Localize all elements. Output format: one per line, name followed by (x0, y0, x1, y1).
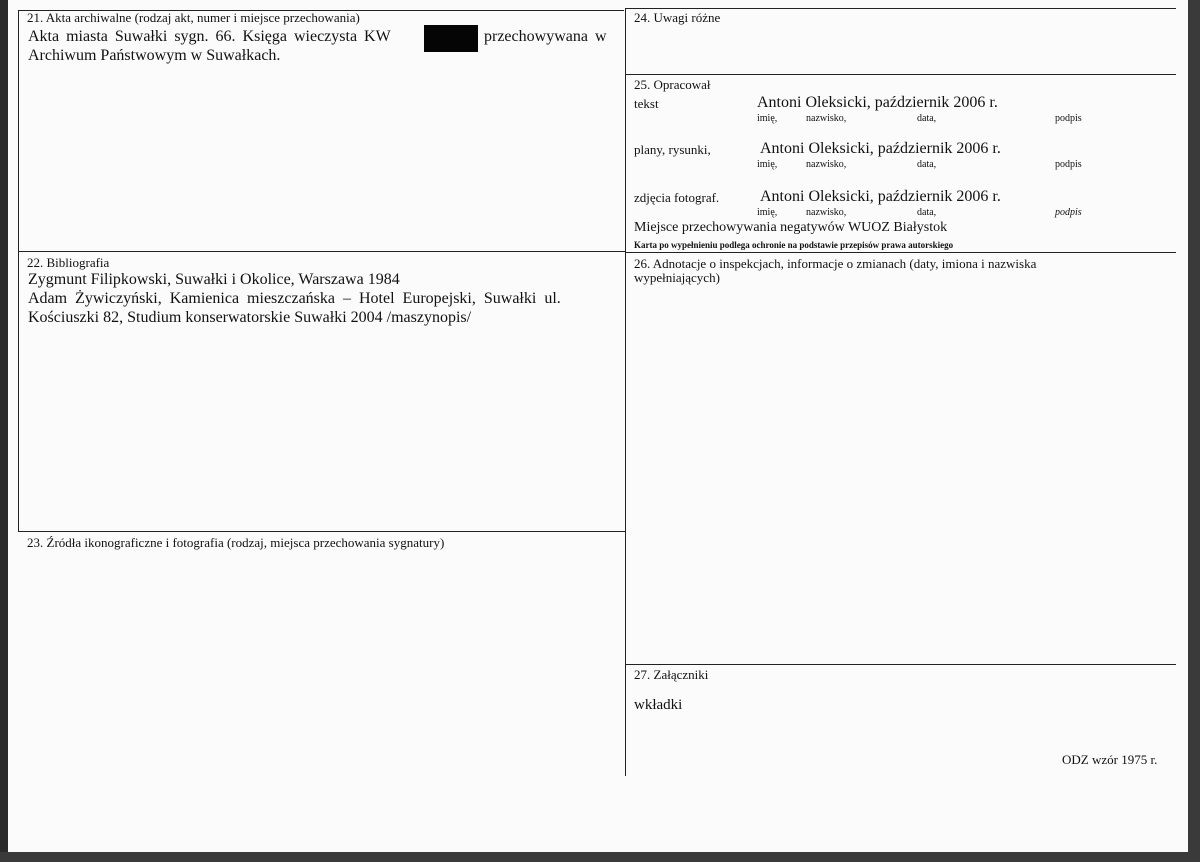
row-tekst-kind: tekst (634, 96, 659, 111)
divider-21-22 (18, 251, 625, 252)
scan-edge-bottom (0, 852, 1200, 862)
caption-nazwisko-3: nazwisko, (806, 207, 847, 218)
row-plany-kind: plany, rysunki, (634, 142, 711, 157)
divider-24-25 (626, 74, 1176, 75)
negatives-location: Miejsce przechowywania negatywów WUOZ Białystok (634, 220, 948, 235)
section-21-text-line1b: przechowywana w (484, 28, 607, 45)
form-template-note: ODZ wzór 1975 r. (1062, 752, 1158, 767)
section-21-text-line1a: Akta miasta Suwałki sygn. 66. Księga wieczysta KW (28, 28, 391, 45)
divider-26-27 (626, 664, 1176, 665)
section-22-line1: Zygmunt Filipkowski, Suwałki i Okolice, Warszawa 1984 (28, 271, 400, 288)
caption-imie-3: imię, (757, 207, 778, 218)
scan-edge-right (1188, 0, 1200, 862)
scan-edge-left (0, 0, 8, 862)
row-zdjecia-kind: zdjęcia fotograf. (634, 190, 720, 205)
section-22-line3: Kościuszki 82, Studium konserwatorskie Suwałki 2004 /maszynopis/ (28, 309, 472, 326)
section-24-label: 24. Uwagi różne (634, 10, 721, 25)
caption-data-1: data, (917, 113, 937, 124)
section-25-label: 25. Opracował (634, 77, 711, 92)
section-27-label: 27. Załączniki (634, 667, 709, 682)
section-23-label: 23. Źródła ikonograficzne i fotografia (rodzaj, miejsca przechowania sygnatury) (27, 535, 445, 550)
center-divider (625, 8, 626, 776)
caption-nazwisko-1: nazwisko, (806, 113, 847, 124)
divider-25-26 (626, 252, 1176, 253)
caption-nazwisko-2: nazwisko, (806, 159, 847, 170)
section-26-label-line1: 26. Adnotacje o inspekcjach, informacje o zmianach (daty, imiona i nazwiska (634, 256, 1037, 271)
row-plany-value: Antoni Oleksicki, październik 2006 r. (760, 140, 1001, 157)
section-22-line2: Adam Żywiczyński, Kamienica mieszczańska – Hotel Europejski, Suwałki ul. (28, 290, 561, 307)
section-22-label: 22. Bibliografia (27, 255, 110, 270)
row-zdjecia-value: Antoni Oleksicki, październik 2006 r. (760, 188, 1001, 205)
section-27-value: wkładki (634, 697, 683, 713)
copyright-notice: Karta po wypełnieniu podlega ochronie na podstawie przepisów prawa autorskiego (634, 240, 954, 250)
top-border-right (626, 8, 1176, 9)
caption-imie-2: imię, (757, 159, 778, 170)
caption-podpis-2: podpis (1055, 159, 1082, 170)
section-21-text-line2: Archiwum Państwowym w Suwałkach. (28, 47, 281, 64)
caption-data-2: data, (917, 159, 937, 170)
divider-22-23 (18, 531, 625, 532)
redacted-block (424, 25, 478, 52)
section-21-label: 21. Akta archiwalne (rodzaj akt, numer i miejsce przechowania) (27, 10, 360, 25)
section-26-label-line2: wypełniających) (634, 270, 720, 285)
caption-podpis-1: podpis (1055, 113, 1082, 124)
caption-data-3: data, (917, 207, 937, 218)
left-border (18, 10, 19, 531)
caption-podpis-3: podpis (1055, 207, 1082, 218)
caption-imie-1: imię, (757, 113, 778, 124)
row-tekst-value: Antoni Oleksicki, październik 2006 r. (757, 94, 998, 111)
